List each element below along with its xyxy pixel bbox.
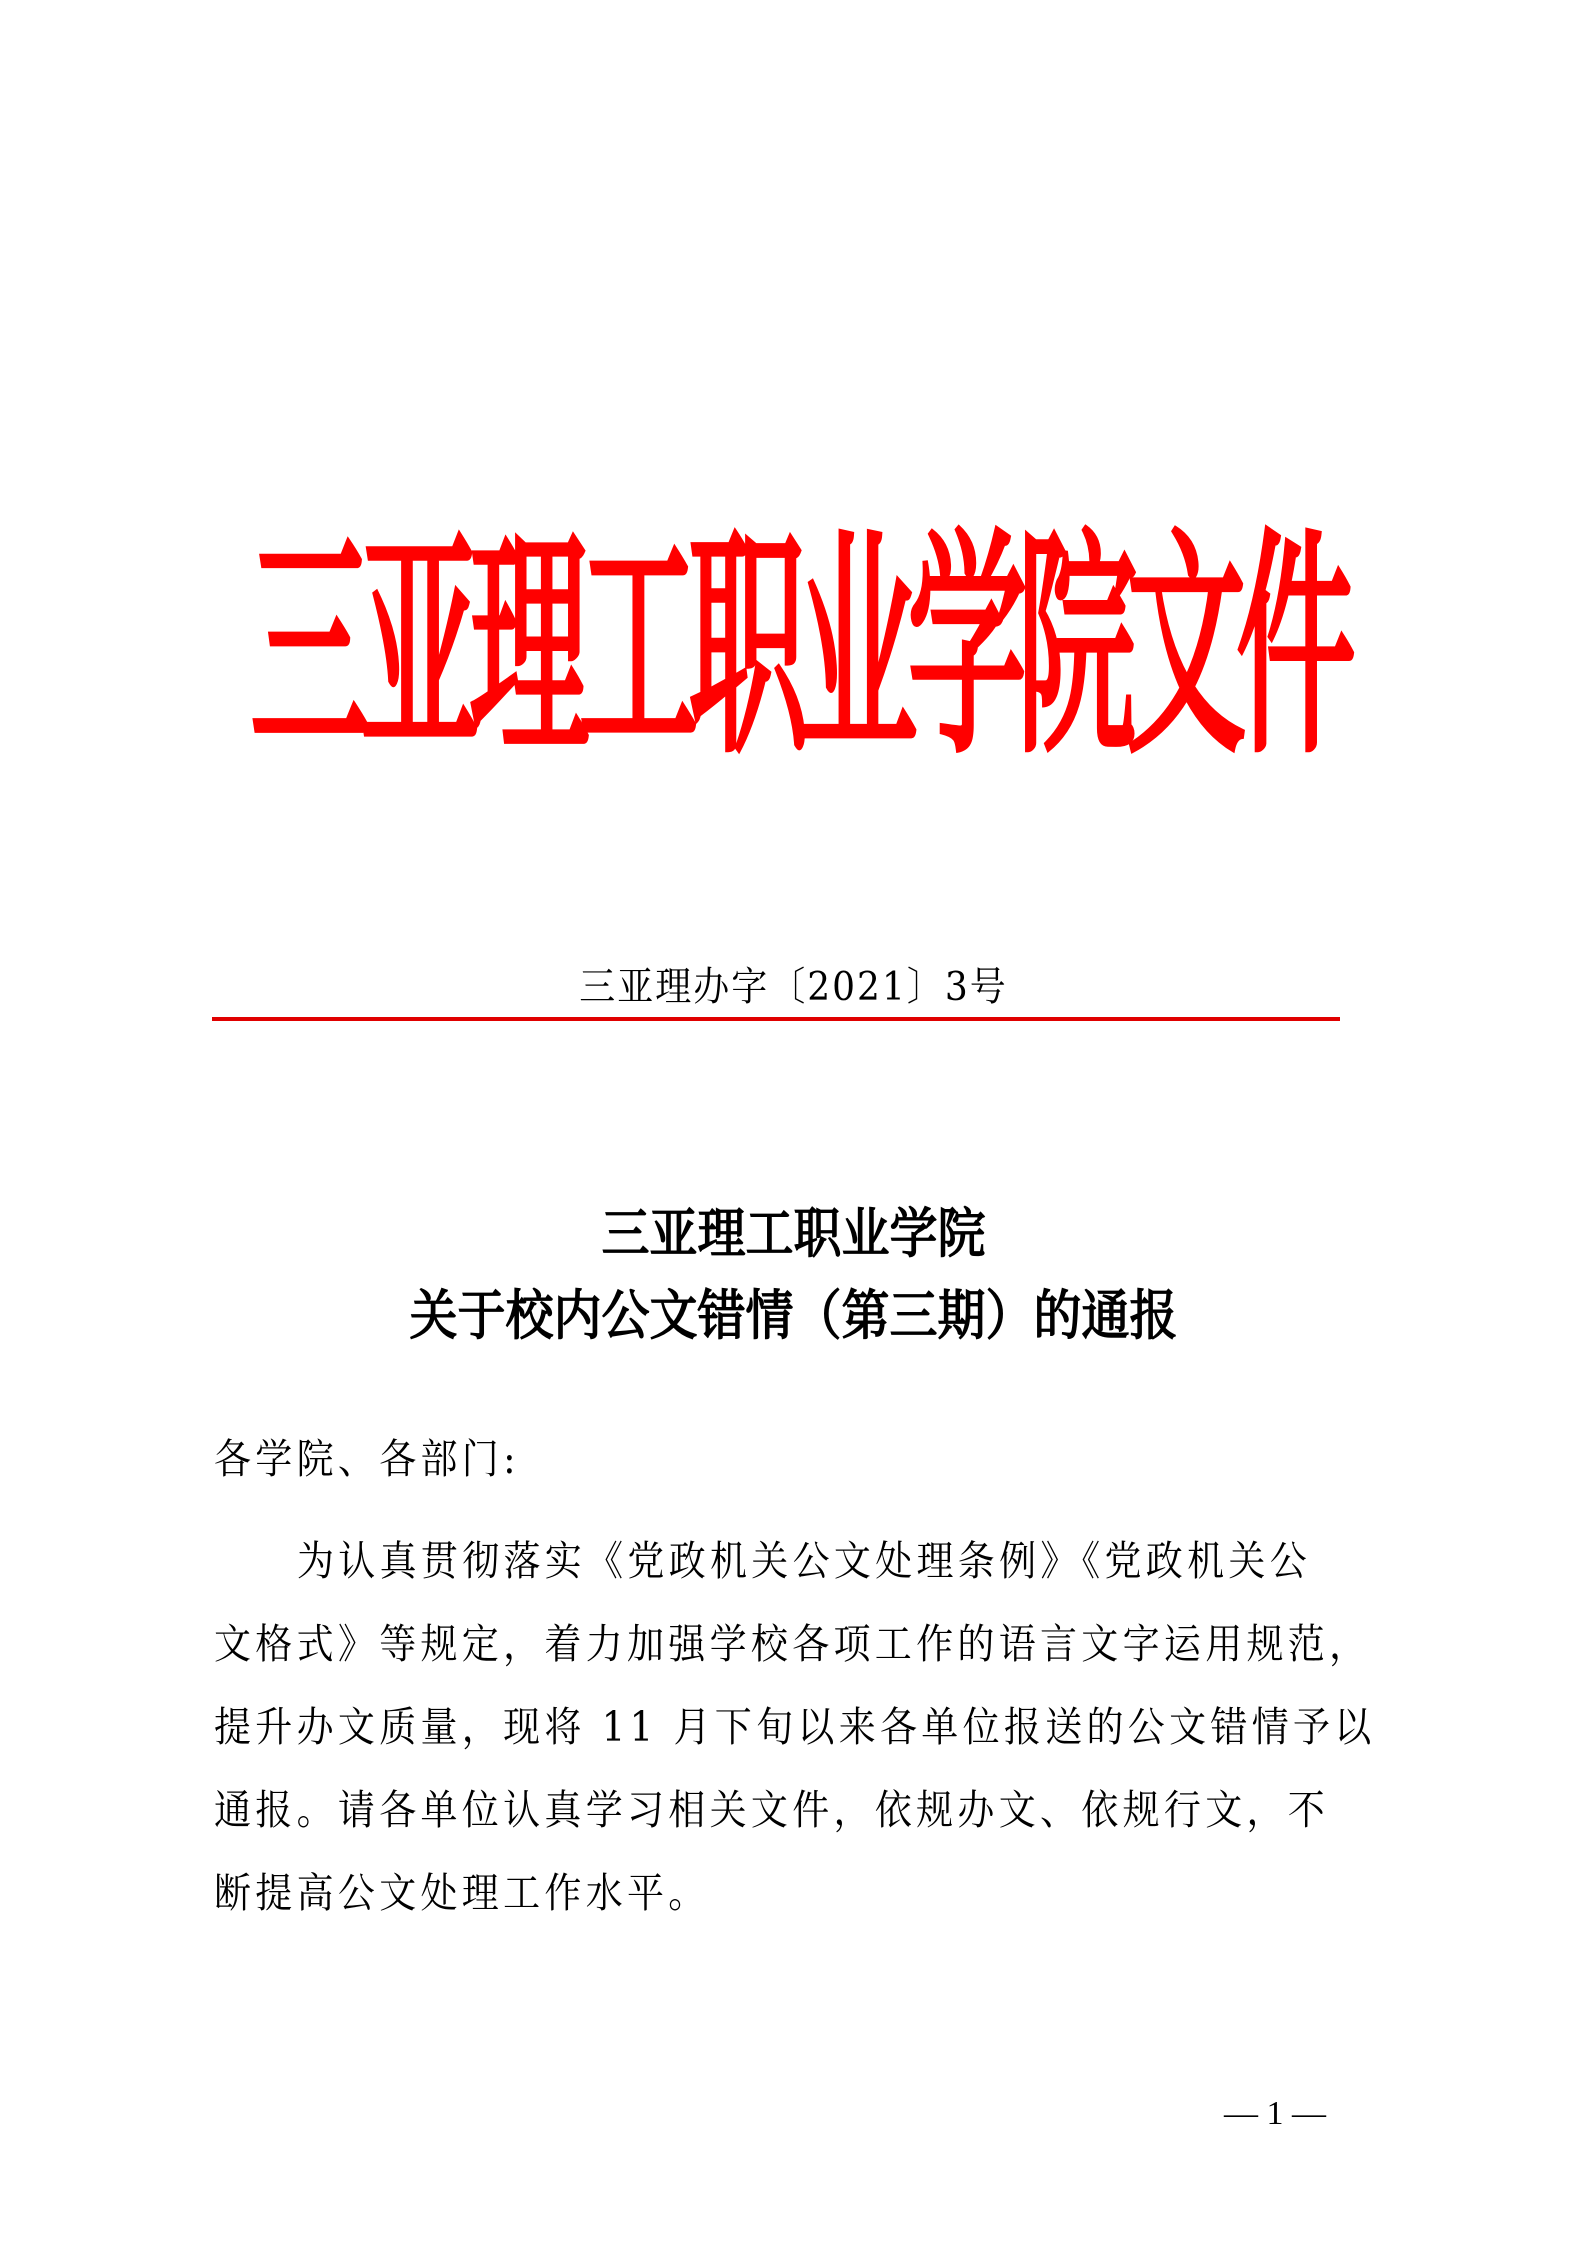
document-number: 三亚理办字〔2021〕3号 — [579, 964, 1008, 1010]
masthead-char: 亚 — [359, 510, 480, 788]
masthead-char: 业 — [797, 510, 918, 788]
document-title-line-2: 关于校内公文错情（第三期）的通报 — [409, 1284, 1178, 1348]
document-title-line-1: 三亚理工职业学院 — [601, 1202, 986, 1266]
masthead-char: 理 — [469, 510, 590, 788]
body-text-line: 断提高公文处理工作水平。 — [214, 1869, 710, 1918]
masthead-char: 工 — [578, 510, 699, 788]
masthead-char: 三 — [250, 510, 370, 788]
red-separator-line — [212, 1017, 1340, 1021]
page-number: — 1 — — [1224, 2095, 1326, 2132]
masthead-char: 学 — [907, 510, 1028, 788]
body-text-line: 提升办文质量，现将 11 月下旬以来各单位报送的公文错情予以 — [214, 1703, 1376, 1752]
salutation: 各学院、各部门: — [214, 1435, 520, 1484]
body-text-line: 文格式》等规定，着力加强学校各项工作的语言文字运用规范， — [214, 1620, 1371, 1669]
red-masthead — [250, 510, 1356, 788]
masthead-char: 件 — [1235, 510, 1356, 788]
body-text-line: 为认真贯彻落实《党政机关公文处理条例》《党政机关公 — [297, 1537, 1311, 1586]
masthead-char: 职 — [688, 510, 809, 788]
body-text-line: 通报。请各单位认真学习相关文件，依规办文、依规行文，不 — [214, 1786, 1330, 1835]
masthead-char: 院 — [1016, 510, 1137, 788]
masthead-char: 文 — [1126, 510, 1247, 788]
